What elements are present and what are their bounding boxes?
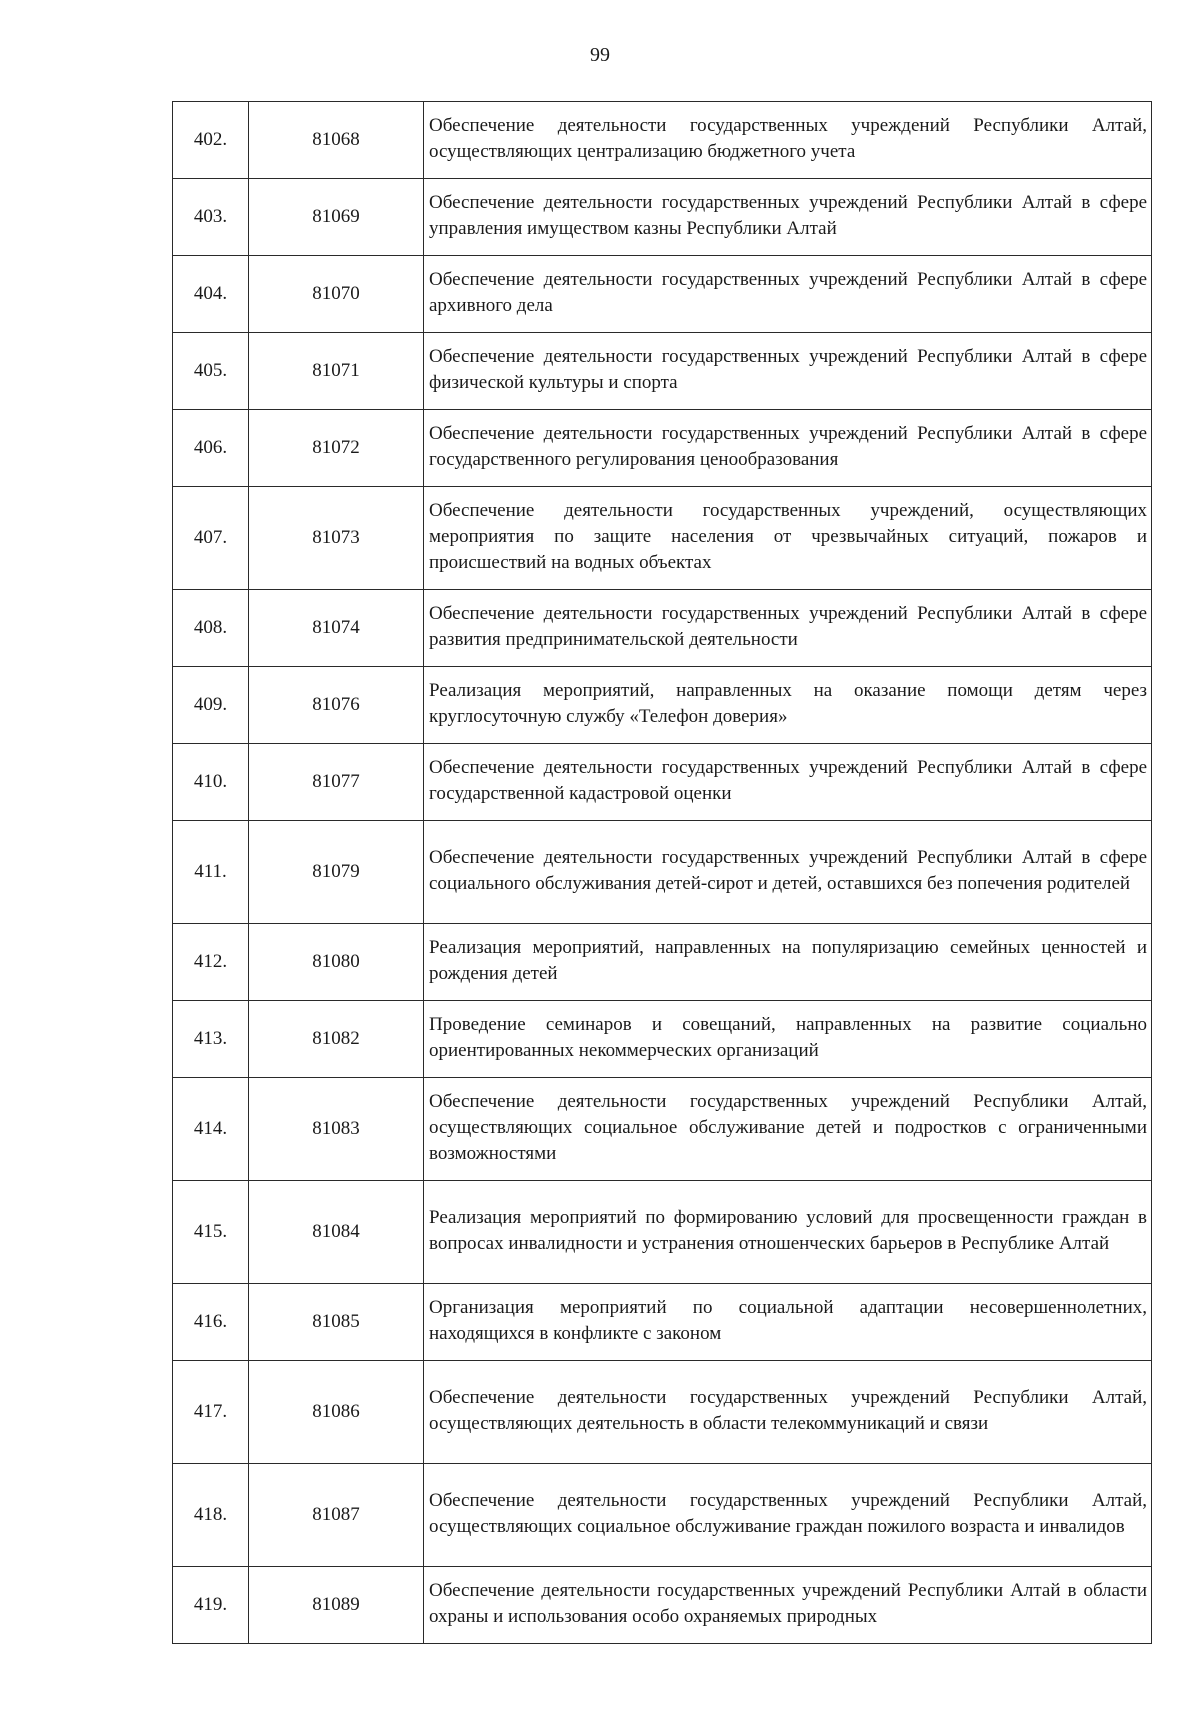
row-code: 81071	[249, 333, 424, 410]
row-code: 81085	[249, 1284, 424, 1361]
row-code: 81073	[249, 487, 424, 590]
table-body	[173, 102, 1152, 1644]
row-description: Обеспечение деятельности государственных учреждений Республики Алтай, осуществляющих социальное обслуживание граждан пожилого возраста и инвалидов	[424, 1464, 1152, 1567]
table-row	[173, 1181, 1152, 1284]
row-description: Реализация мероприятий, направленных на популяризацию семейных ценностей и рождения детей	[424, 924, 1152, 1001]
table-row	[173, 667, 1152, 744]
row-number: 414.	[173, 1078, 249, 1181]
row-number: 415.	[173, 1181, 249, 1284]
row-description: Обеспечение деятельности государственных учреждений Республики Алтай, осуществляющих деятельность в области телекоммуникаций и связи	[424, 1361, 1152, 1464]
table-row	[173, 179, 1152, 256]
table-row	[173, 1284, 1152, 1361]
row-description: Обеспечение деятельности государственных учреждений Республики Алтай в сфере государственного регулирования ценообразования	[424, 410, 1152, 487]
table-row	[173, 487, 1152, 590]
row-code: 81072	[249, 410, 424, 487]
budget-code-table	[172, 101, 1152, 1644]
row-code: 81087	[249, 1464, 424, 1567]
row-number: 408.	[173, 590, 249, 667]
row-code: 81084	[249, 1181, 424, 1284]
table-row	[173, 256, 1152, 333]
row-number: 405.	[173, 333, 249, 410]
row-description: Обеспечение деятельности государственных учреждений Республики Алтай в сфере социального обслуживания детей-сирот и детей, оставшихся без попечения родителей	[424, 821, 1152, 924]
table-row	[173, 590, 1152, 667]
row-number: 411.	[173, 821, 249, 924]
row-code: 81086	[249, 1361, 424, 1464]
row-description: Реализация мероприятий по формированию условий для просвещенности граждан в вопросах инвалидности и устранения отношенческих барьеров в Республике Алтай	[424, 1181, 1152, 1284]
row-number: 413.	[173, 1001, 249, 1078]
row-number: 404.	[173, 256, 249, 333]
table-row	[173, 1567, 1152, 1644]
table-row	[173, 1078, 1152, 1181]
row-description: Проведение семинаров и совещаний, направленных на развитие социально ориентированных некоммерческих организаций	[424, 1001, 1152, 1078]
row-code: 81077	[249, 744, 424, 821]
row-number: 407.	[173, 487, 249, 590]
row-code: 81089	[249, 1567, 424, 1644]
row-code: 81079	[249, 821, 424, 924]
row-description: Обеспечение деятельности государственных учреждений Республики Алтай в сфере развития предпринимательской деятельности	[424, 590, 1152, 667]
row-description: Обеспечение деятельности государственных учреждений Республики Алтай в сфере архивного дела	[424, 256, 1152, 333]
row-description: Обеспечение деятельности государственных учреждений Республики Алтай в сфере управления имуществом казны Республики Алтай	[424, 179, 1152, 256]
table-row	[173, 410, 1152, 487]
table-row	[173, 924, 1152, 1001]
row-description: Обеспечение деятельности государственных учреждений Республики Алтай, осуществляющих централизацию бюджетного учета	[424, 102, 1152, 179]
table-row	[173, 821, 1152, 924]
row-description: Организация мероприятий по социальной адаптации несовершеннолетних, находящихся в конфликте с законом	[424, 1284, 1152, 1361]
row-code: 81083	[249, 1078, 424, 1181]
table-row	[173, 1464, 1152, 1567]
row-code: 81070	[249, 256, 424, 333]
row-number: 419.	[173, 1567, 249, 1644]
row-number: 402.	[173, 102, 249, 179]
row-number: 417.	[173, 1361, 249, 1464]
row-number: 412.	[173, 924, 249, 1001]
row-code: 81068	[249, 102, 424, 179]
row-code: 81080	[249, 924, 424, 1001]
row-number: 410.	[173, 744, 249, 821]
row-number: 416.	[173, 1284, 249, 1361]
row-description: Реализация мероприятий, направленных на оказание помощи детям через круглосуточную службу «Телефон доверия»	[424, 667, 1152, 744]
table-row	[173, 333, 1152, 410]
row-description: Обеспечение деятельности государственных учреждений Республики Алтай, осуществляющих социальное обслуживание детей и подростков с ограниченными возможностями	[424, 1078, 1152, 1181]
row-number: 406.	[173, 410, 249, 487]
row-code: 81074	[249, 590, 424, 667]
row-number: 409.	[173, 667, 249, 744]
row-description: Обеспечение деятельности государственных учреждений Республики Алтай в сфере физической культуры и спорта	[424, 333, 1152, 410]
table-row	[173, 744, 1152, 821]
row-description: Обеспечение деятельности государственных учреждений Республики Алтай в области охраны и использования особо охраняемых природных	[424, 1567, 1152, 1644]
page-number: 99	[590, 44, 610, 66]
row-code: 81082	[249, 1001, 424, 1078]
row-number: 403.	[173, 179, 249, 256]
row-description: Обеспечение деятельности государственных учреждений Республики Алтай в сфере государственной кадастровой оценки	[424, 744, 1152, 821]
table-row	[173, 1001, 1152, 1078]
row-number: 418.	[173, 1464, 249, 1567]
row-description: Обеспечение деятельности государственных учреждений, осуществляющих мероприятия по защите населения от чрезвычайных ситуаций, пожаров и происшествий на водных объектах	[424, 487, 1152, 590]
row-code: 81076	[249, 667, 424, 744]
row-code: 81069	[249, 179, 424, 256]
table-row	[173, 102, 1152, 179]
table-row	[173, 1361, 1152, 1464]
